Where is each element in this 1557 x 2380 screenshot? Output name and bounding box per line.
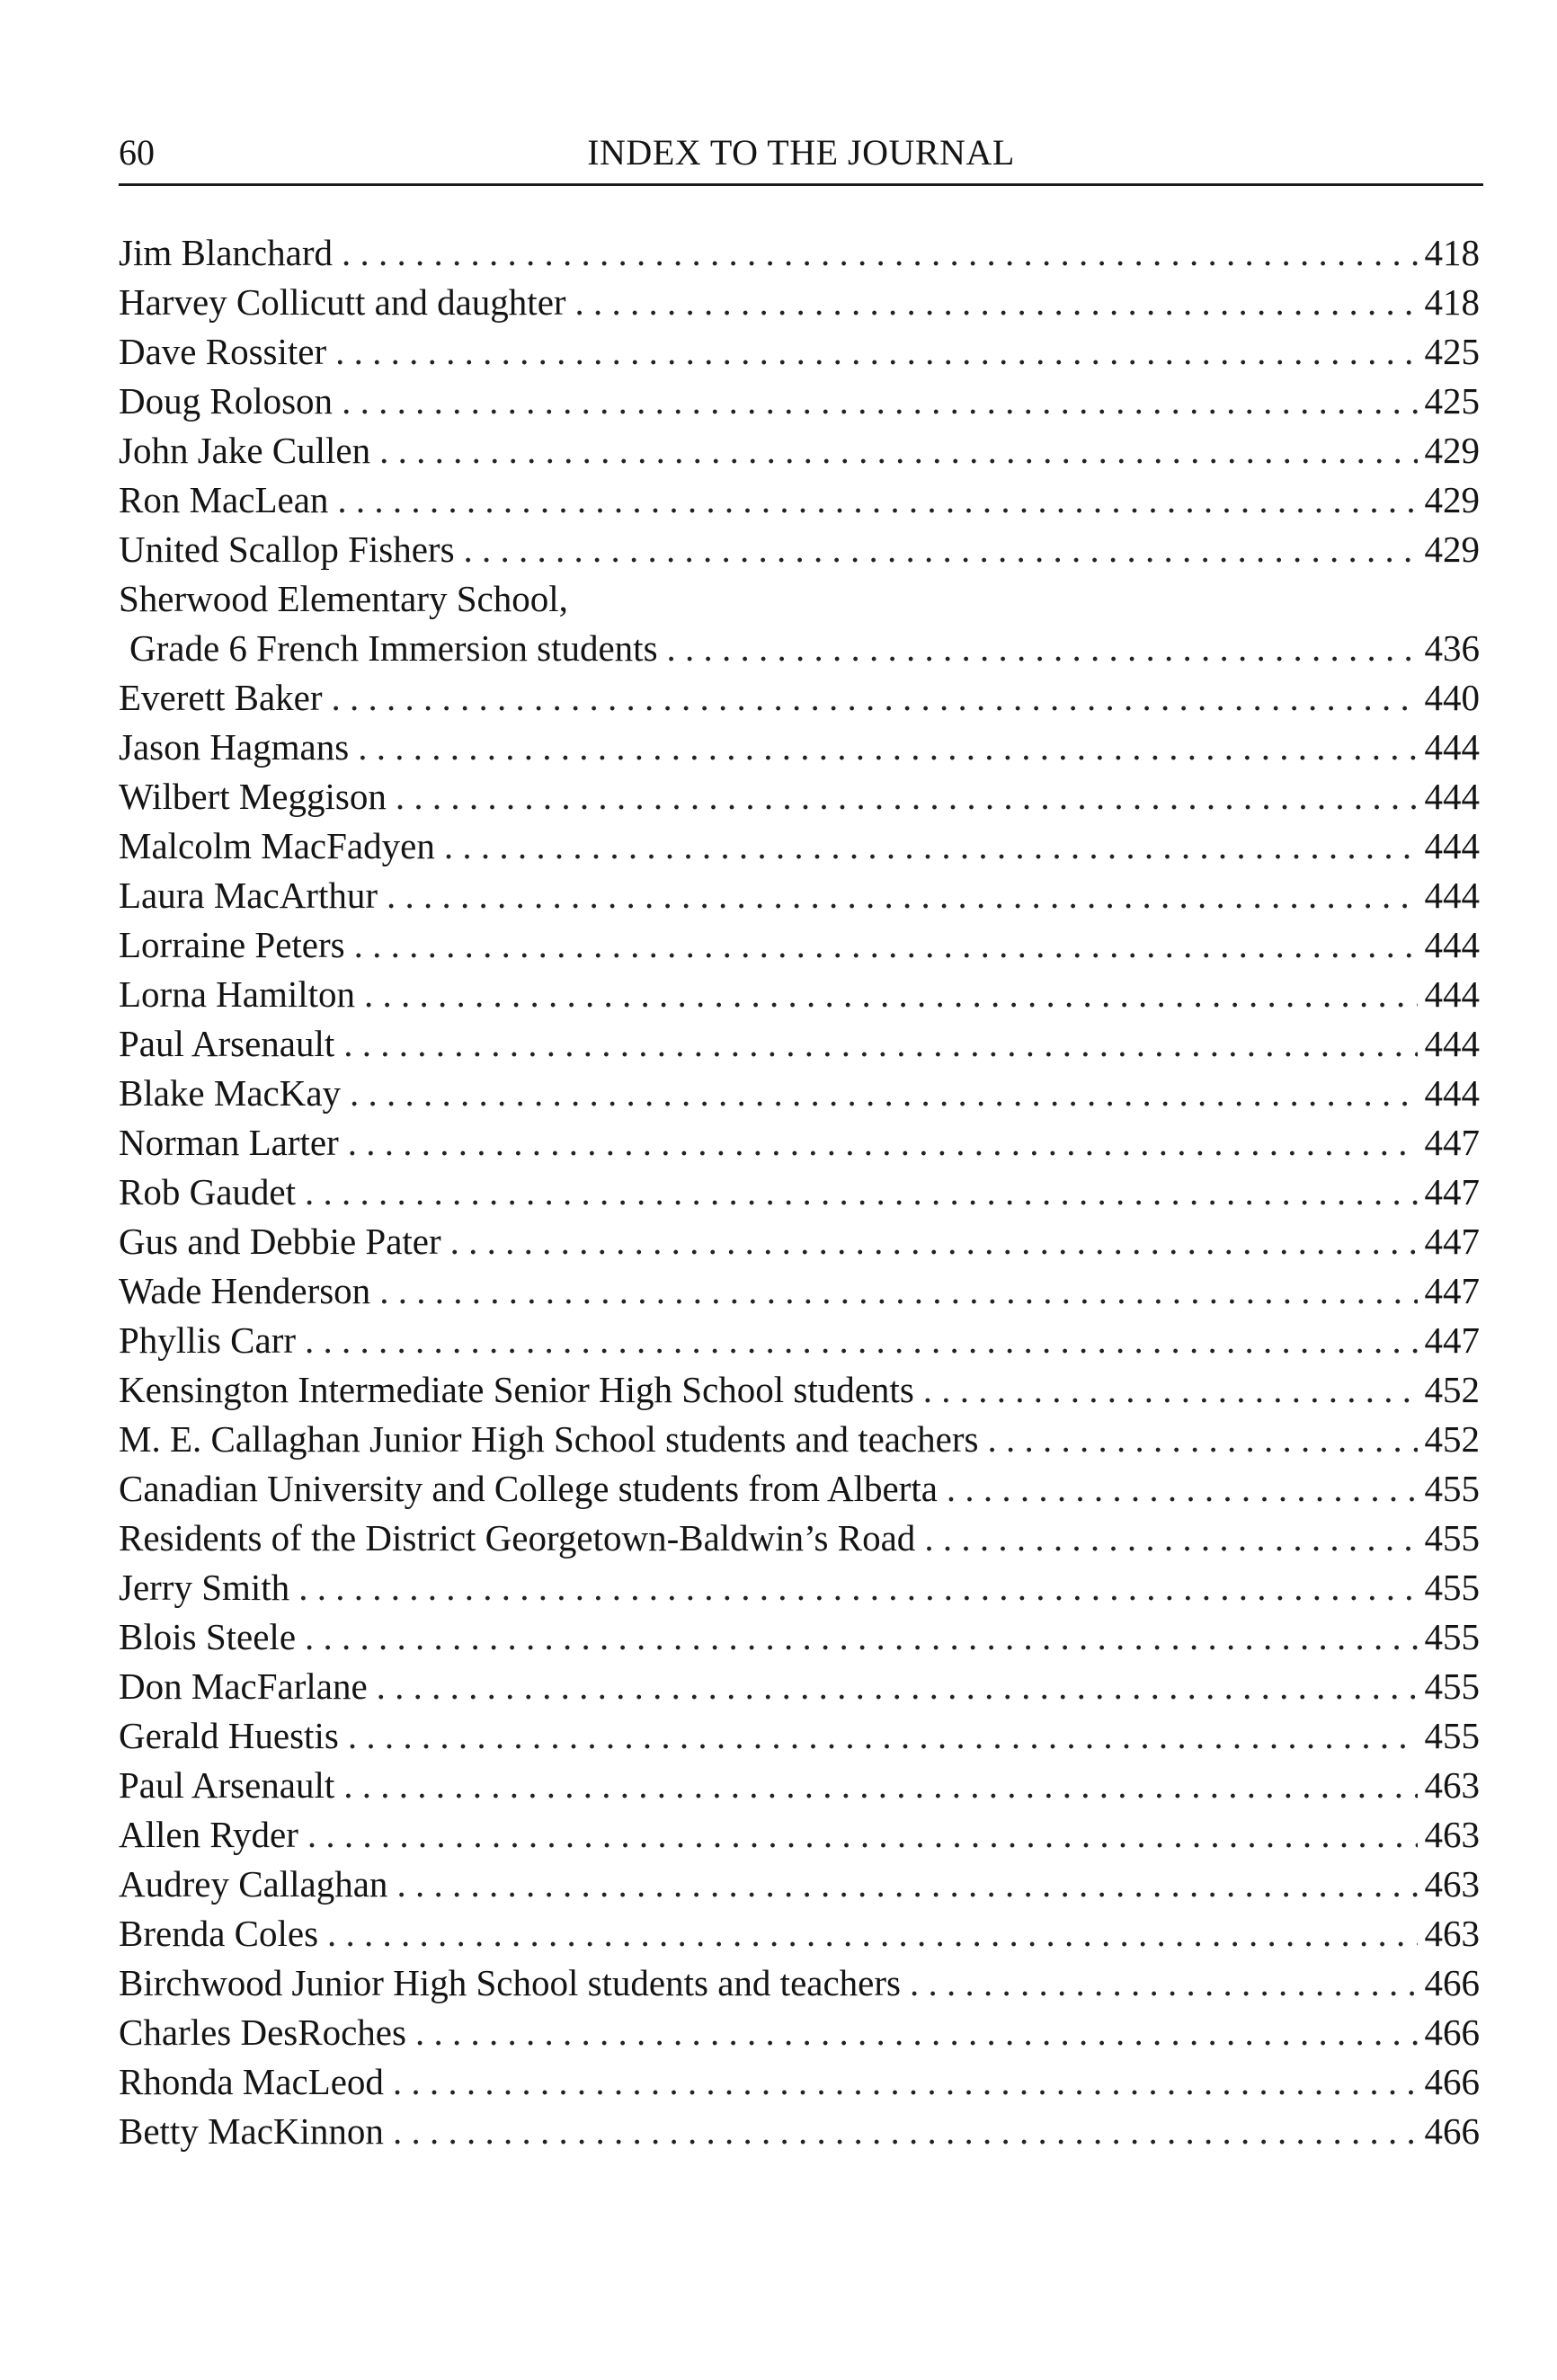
entry-name: United Scallop Fishers	[119, 528, 455, 570]
entry-name: Rhonda MacLeod	[119, 2061, 384, 2102]
index-entry	[119, 525, 1480, 574]
entry-page-number: 452	[1424, 1418, 1480, 1460]
entry-page-number: 455	[1424, 1715, 1480, 1756]
dot-leader	[298, 1563, 1417, 1612]
dot-leader	[364, 970, 1417, 1019]
index-entry	[119, 426, 1480, 475]
index-entry	[119, 624, 1480, 673]
dot-leader	[393, 2107, 1418, 2156]
index-entry	[119, 1514, 1480, 1563]
entry-page-number: 429	[1424, 479, 1480, 520]
entry-name: Wilbert Meggison	[119, 776, 387, 817]
index-entry	[119, 970, 1480, 1019]
dot-leader	[327, 1909, 1417, 1958]
dot-leader	[305, 1316, 1417, 1365]
dot-leader	[350, 1069, 1417, 1118]
entry-name: Birchwood Junior High School students and teachers	[119, 1962, 901, 2003]
entry-page-number: 463	[1424, 1814, 1480, 1855]
entry-name: Betty MacKinnon	[119, 2110, 384, 2152]
entry-page-number: 455	[1424, 1665, 1480, 1707]
index-entry	[119, 574, 1480, 624]
dot-leader	[342, 228, 1418, 278]
entry-name: Paul Arsenault	[119, 1023, 335, 1064]
dot-leader	[335, 327, 1417, 377]
entry-page-number: 444	[1424, 825, 1480, 866]
entry-page-number: 463	[1424, 1764, 1480, 1806]
entry-name: Rob Gaudet	[119, 1171, 296, 1212]
dot-leader	[343, 1761, 1417, 1810]
index-entry	[119, 1365, 1480, 1415]
entry-page-number: 455	[1424, 1567, 1480, 1608]
dot-leader	[464, 525, 1418, 574]
entry-page-number: 444	[1424, 1072, 1480, 1114]
entry-page-number: 447	[1424, 1319, 1480, 1361]
entry-name: Everett Baker	[119, 677, 323, 718]
dot-leader	[358, 723, 1417, 772]
dot-leader	[444, 821, 1418, 871]
index-entry	[119, 1860, 1480, 1909]
dot-leader	[379, 1266, 1417, 1316]
entry-page-number: 444	[1424, 776, 1480, 817]
entry-page-number: 455	[1424, 1616, 1480, 1657]
dot-leader	[387, 871, 1417, 920]
dot-leader	[396, 1860, 1417, 1909]
header-rule	[119, 183, 1483, 186]
entry-page-number: 444	[1424, 726, 1480, 768]
index-entry	[119, 1415, 1480, 1464]
entry-name: Canadian University and College students from Alberta	[119, 1468, 938, 1509]
entry-page-number: 447	[1424, 1171, 1480, 1212]
entry-name: Grade 6 French Immersion students	[129, 627, 658, 669]
entry-name: Kensington Intermediate Senior High School students	[119, 1369, 914, 1410]
entry-page-number: 418	[1424, 281, 1480, 323]
dot-leader	[305, 1168, 1418, 1217]
entry-name: Jason Hagmans	[119, 726, 350, 768]
index-entry	[119, 2107, 1480, 2156]
index-entry	[119, 327, 1480, 377]
entry-name: Gerald Huestis	[119, 1715, 339, 1756]
entry-name: Doug Roloson	[119, 380, 334, 422]
dot-leader	[307, 1810, 1418, 1860]
entry-name: Blake MacKay	[119, 1072, 342, 1114]
page-number: 60	[119, 132, 155, 173]
entry-name: Ron MacLean	[119, 479, 329, 520]
index-entry	[119, 1810, 1480, 1860]
index-entry	[119, 1019, 1480, 1069]
index-list	[119, 228, 1480, 2156]
index-entry	[119, 821, 1480, 871]
entry-page-number: 425	[1424, 331, 1480, 372]
index-entry	[119, 1118, 1480, 1168]
entry-page-number: 463	[1424, 1913, 1480, 1954]
dot-leader	[923, 1365, 1418, 1415]
entry-name: Blois Steele	[119, 1616, 297, 1657]
entry-page-number: 436	[1424, 627, 1480, 669]
entry-name: Charles DesRoches	[119, 2011, 406, 2053]
index-entry	[119, 377, 1480, 426]
dot-leader	[947, 1464, 1418, 1514]
entry-page-number: 444	[1424, 1023, 1480, 1064]
dot-leader	[910, 1958, 1418, 2008]
entry-name: Brenda Coles	[119, 1913, 319, 1954]
entry-name: Allen Ryder	[119, 1814, 298, 1855]
entry-page-number: 440	[1424, 677, 1480, 718]
index-entry	[119, 1069, 1480, 1118]
index-entry	[119, 1909, 1480, 1958]
index-entry	[119, 228, 1480, 278]
index-entry	[119, 1711, 1480, 1761]
index-entry	[119, 772, 1480, 821]
index-entry	[119, 1761, 1480, 1810]
entry-page-number: 447	[1424, 1270, 1480, 1311]
entry-name: Malcolm MacFadyen	[119, 825, 435, 866]
entry-name: Audrey Callaghan	[119, 1863, 388, 1905]
index-entry	[119, 1217, 1480, 1266]
entry-page-number: 447	[1424, 1221, 1480, 1262]
entry-page-number: 444	[1424, 875, 1480, 916]
entry-name: Lorna Hamilton	[119, 973, 356, 1015]
index-entry	[119, 1612, 1480, 1662]
index-entry	[119, 1266, 1480, 1316]
entry-name: Norman Larter	[119, 1122, 339, 1163]
dot-leader	[337, 475, 1417, 525]
entry-name: Jerry Smith	[119, 1567, 290, 1608]
dot-leader	[924, 1514, 1417, 1563]
dot-leader	[396, 772, 1418, 821]
index-entry	[119, 1464, 1480, 1514]
index-entry	[119, 920, 1480, 970]
index-entry	[119, 475, 1480, 525]
entry-name: Sherwood Elementary School,	[119, 578, 568, 619]
entry-page-number: 466	[1424, 2061, 1480, 2102]
entry-page-number: 447	[1424, 1122, 1480, 1163]
entry-name: Gus and Debbie Pater	[119, 1221, 441, 1262]
entry-page-number: 429	[1424, 430, 1480, 471]
entry-name: Laura MacArthur	[119, 875, 378, 916]
dot-leader	[348, 1711, 1418, 1761]
dot-leader	[305, 1612, 1417, 1662]
index-entry	[119, 673, 1480, 723]
dot-leader	[377, 1662, 1418, 1711]
entry-page-number: 466	[1424, 1962, 1480, 2003]
index-entry	[119, 2057, 1480, 2107]
entry-page-number: 452	[1424, 1369, 1480, 1410]
entry-name: Paul Arsenault	[119, 1764, 335, 1806]
entry-page-number: 463	[1424, 1863, 1480, 1905]
entry-name: Wade Henderson	[119, 1270, 371, 1311]
dot-leader	[379, 426, 1417, 475]
dot-leader	[354, 920, 1418, 970]
index-entry	[119, 723, 1480, 772]
dot-leader	[332, 673, 1418, 723]
entry-name: Jim Blanchard	[119, 232, 333, 273]
index-entry	[119, 871, 1480, 920]
dot-leader	[575, 278, 1418, 327]
dot-leader	[415, 2008, 1418, 2057]
entry-name: Residents of the District Georgetown-Baldwin’s Road	[119, 1517, 916, 1559]
index-entry	[119, 1563, 1480, 1612]
entry-name: Dave Rossiter	[119, 331, 327, 372]
dot-leader	[343, 1019, 1417, 1069]
index-entry	[119, 1958, 1480, 2008]
entry-name: Lorraine Peters	[119, 924, 345, 965]
entry-name: Don MacFarlane	[119, 1665, 368, 1707]
running-title: INDEX TO THE JOURNAL	[587, 132, 1015, 173]
page-header	[119, 126, 1483, 180]
entry-page-number: 444	[1424, 973, 1480, 1015]
dot-leader	[667, 624, 1418, 673]
index-entry	[119, 2008, 1480, 2057]
index-entry	[119, 1316, 1480, 1365]
entry-name: John Jake Cullen	[119, 430, 371, 471]
entry-name: Harvey Collicutt and daughter	[119, 281, 566, 323]
entry-name: Phyllis Carr	[119, 1319, 297, 1361]
dot-leader	[450, 1217, 1418, 1266]
entry-page-number: 466	[1424, 2110, 1480, 2152]
entry-name: M. E. Callaghan Junior High School students and teachers	[119, 1418, 979, 1460]
entry-page-number: 466	[1424, 2011, 1480, 2053]
dot-leader	[342, 377, 1417, 426]
entry-page-number: 418	[1424, 232, 1480, 273]
index-entry	[119, 1662, 1480, 1711]
entry-page-number: 455	[1424, 1468, 1480, 1509]
entry-page-number: 455	[1424, 1517, 1480, 1559]
index-entry	[119, 278, 1480, 327]
index-entry	[119, 1168, 1480, 1217]
entry-page-number: 429	[1424, 528, 1480, 570]
entry-page-number: 425	[1424, 380, 1480, 422]
entry-page-number: 444	[1424, 924, 1480, 965]
dot-leader	[393, 2057, 1418, 2107]
dot-leader	[348, 1118, 1418, 1168]
dot-leader	[988, 1415, 1418, 1464]
